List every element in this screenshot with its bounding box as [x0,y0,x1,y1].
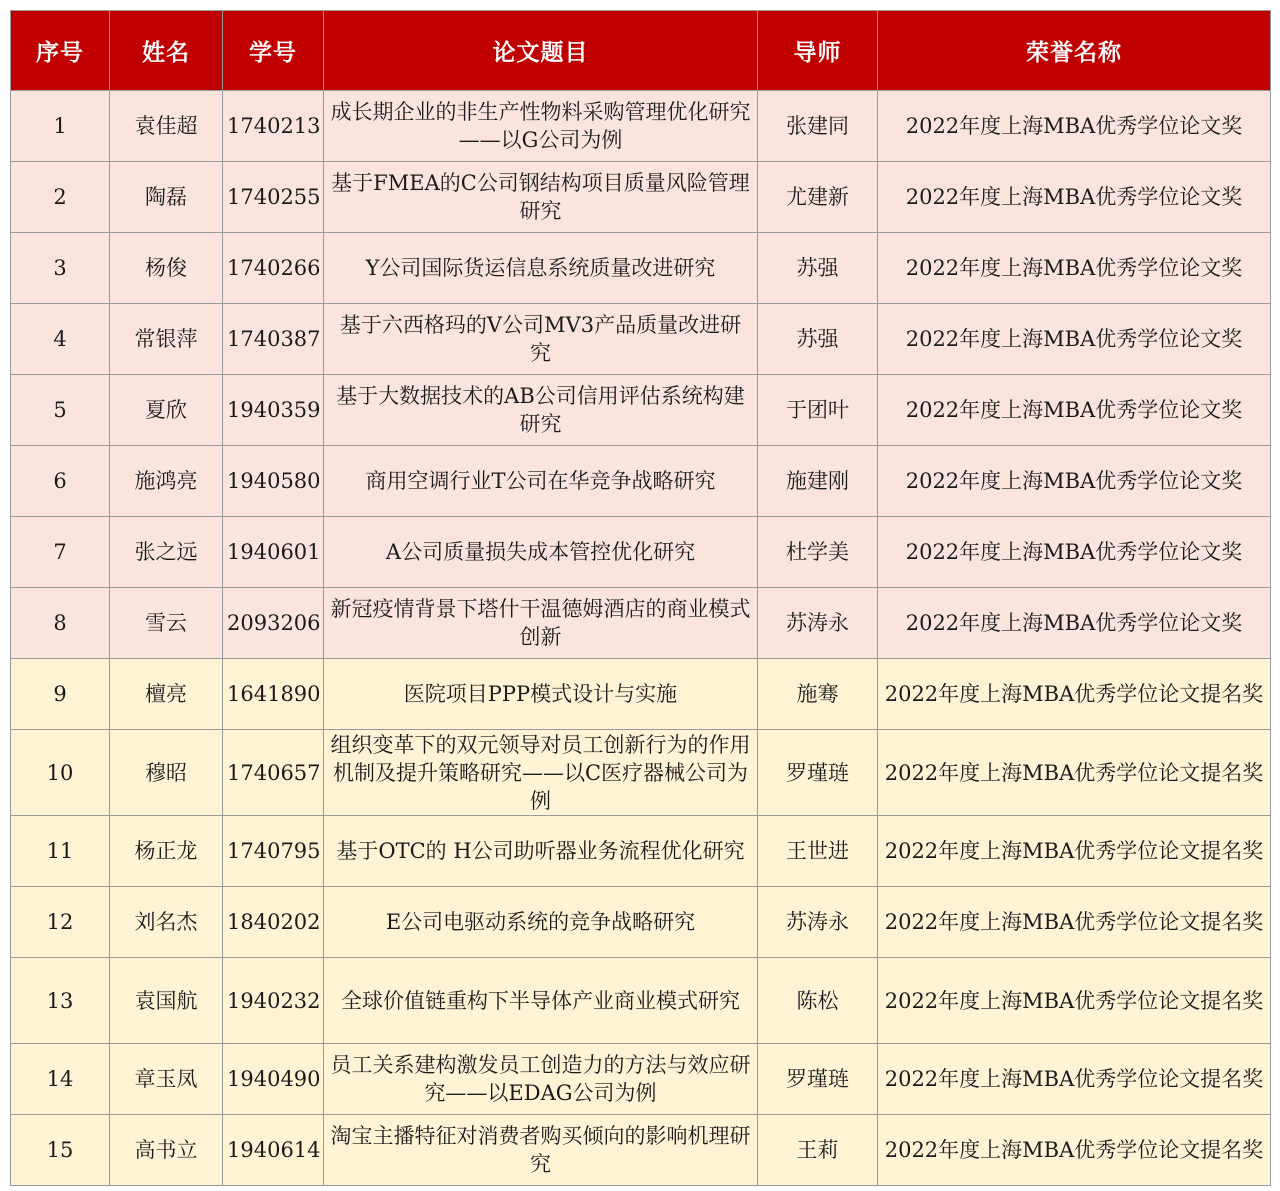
cell-title: 基于六西格玛的V公司MV3产品质量改进研究 [324,304,758,375]
cell-honor: 2022年度上海MBA优秀学位论文奖 [878,233,1271,304]
cell-advisor: 苏涛永 [758,588,878,659]
cell-student-id: 1840202 [223,887,324,958]
cell-advisor: 杜学美 [758,517,878,588]
table-row [11,162,1271,233]
table-row [11,730,1271,816]
table-row [11,446,1271,517]
cell-advisor: 王世进 [758,816,878,887]
cell-honor: 2022年度上海MBA优秀学位论文奖 [878,162,1271,233]
cell-advisor: 施骞 [758,659,878,730]
table-row [11,375,1271,446]
cell-title: E公司电驱动系统的竞争战略研究 [324,887,758,958]
header-no: 序号 [11,11,110,91]
table-row [11,887,1271,958]
table-row [11,233,1271,304]
cell-honor: 2022年度上海MBA优秀学位论文奖 [878,91,1271,162]
cell-no: 14 [11,1044,110,1115]
cell-name: 杨正龙 [110,816,223,887]
header-advisor: 导师 [758,11,878,91]
cell-advisor: 陈松 [758,958,878,1044]
table-row [11,304,1271,375]
cell-advisor: 苏强 [758,233,878,304]
cell-no: 10 [11,730,110,816]
cell-honor: 2022年度上海MBA优秀学位论文奖 [878,588,1271,659]
cell-title: 商用空调行业T公司在华竞争战略研究 [324,446,758,517]
cell-name: 袁佳超 [110,91,223,162]
cell-name: 高书立 [110,1115,223,1186]
cell-no: 6 [11,446,110,517]
cell-honor: 2022年度上海MBA优秀学位论文提名奖 [878,730,1271,816]
cell-name: 袁国航 [110,958,223,1044]
cell-student-id: 1740266 [223,233,324,304]
cell-name: 杨俊 [110,233,223,304]
cell-title: A公司质量损失成本管控优化研究 [324,517,758,588]
cell-no: 11 [11,816,110,887]
cell-no: 7 [11,517,110,588]
cell-advisor: 罗瑾琏 [758,1044,878,1115]
cell-student-id: 1740255 [223,162,324,233]
cell-name: 陶磊 [110,162,223,233]
cell-no: 12 [11,887,110,958]
cell-honor: 2022年度上海MBA优秀学位论文提名奖 [878,1044,1271,1115]
cell-advisor: 施建刚 [758,446,878,517]
award-table-container [10,10,1270,1186]
cell-student-id: 1740387 [223,304,324,375]
table-row [11,517,1271,588]
cell-advisor: 尤建新 [758,162,878,233]
cell-title: 成长期企业的非生产性物料采购管理优化研究——以G公司为例 [324,91,758,162]
cell-student-id: 1641890 [223,659,324,730]
cell-name: 张之远 [110,517,223,588]
cell-advisor: 王莉 [758,1115,878,1186]
cell-honor: 2022年度上海MBA优秀学位论文奖 [878,517,1271,588]
header-title: 论文题目 [324,11,758,91]
cell-name: 雪云 [110,588,223,659]
cell-no: 9 [11,659,110,730]
cell-no: 1 [11,91,110,162]
cell-student-id: 1940490 [223,1044,324,1115]
cell-honor: 2022年度上海MBA优秀学位论文奖 [878,304,1271,375]
cell-student-id: 1740213 [223,91,324,162]
cell-no: 5 [11,375,110,446]
cell-name: 常银萍 [110,304,223,375]
cell-student-id: 1740795 [223,816,324,887]
cell-title: 基于FMEA的C公司钢结构项目质量风险管理研究 [324,162,758,233]
award-table [10,10,1271,1186]
cell-honor: 2022年度上海MBA优秀学位论文提名奖 [878,958,1271,1044]
cell-advisor: 苏涛永 [758,887,878,958]
table-row [11,1044,1271,1115]
cell-student-id: 1940232 [223,958,324,1044]
cell-title: 组织变革下的双元领导对员工创新行为的作用机制及提升策略研究——以C医疗器械公司为例 [324,730,758,816]
table-row [11,659,1271,730]
cell-no: 15 [11,1115,110,1186]
cell-title: 员工关系建构激发员工创造力的方法与效应研究——以EDAG公司为例 [324,1044,758,1115]
cell-name: 夏欣 [110,375,223,446]
cell-no: 2 [11,162,110,233]
cell-title: 基于大数据技术的AB公司信用评估系统构建研究 [324,375,758,446]
cell-honor: 2022年度上海MBA优秀学位论文提名奖 [878,1115,1271,1186]
cell-no: 3 [11,233,110,304]
cell-honor: 2022年度上海MBA优秀学位论文提名奖 [878,887,1271,958]
table-row [11,958,1271,1044]
table-header [11,11,1271,91]
header-row [11,11,1271,91]
table-row [11,91,1271,162]
cell-honor: 2022年度上海MBA优秀学位论文奖 [878,375,1271,446]
cell-advisor: 苏强 [758,304,878,375]
cell-student-id: 1940580 [223,446,324,517]
cell-advisor: 张建同 [758,91,878,162]
table-body [11,91,1271,1186]
cell-advisor: 于团叶 [758,375,878,446]
cell-student-id: 1940601 [223,517,324,588]
cell-student-id: 2093206 [223,588,324,659]
cell-no: 4 [11,304,110,375]
cell-honor: 2022年度上海MBA优秀学位论文奖 [878,446,1271,517]
cell-student-id: 1940614 [223,1115,324,1186]
cell-honor: 2022年度上海MBA优秀学位论文提名奖 [878,659,1271,730]
cell-no: 8 [11,588,110,659]
table-row [11,1115,1271,1186]
header-honor: 荣誉名称 [878,11,1271,91]
cell-name: 章玉凤 [110,1044,223,1115]
cell-honor: 2022年度上海MBA优秀学位论文提名奖 [878,816,1271,887]
table-row [11,588,1271,659]
cell-title: 淘宝主播特征对消费者购买倾向的影响机理研究 [324,1115,758,1186]
cell-student-id: 1740657 [223,730,324,816]
cell-name: 施鸿亮 [110,446,223,517]
cell-title: Y公司国际货运信息系统质量改进研究 [324,233,758,304]
header-student-id: 学号 [223,11,324,91]
cell-no: 13 [11,958,110,1044]
cell-title: 全球价值链重构下半导体产业商业模式研究 [324,958,758,1044]
cell-name: 穆昭 [110,730,223,816]
cell-title: 基于OTC的 H公司助听器业务流程优化研究 [324,816,758,887]
table-row [11,816,1271,887]
cell-student-id: 1940359 [223,375,324,446]
header-name: 姓名 [110,11,223,91]
cell-title: 医院项目PPP模式设计与实施 [324,659,758,730]
cell-name: 刘名杰 [110,887,223,958]
cell-title: 新冠疫情背景下塔什干温德姆酒店的商业模式创新 [324,588,758,659]
cell-advisor: 罗瑾琏 [758,730,878,816]
cell-name: 檀亮 [110,659,223,730]
